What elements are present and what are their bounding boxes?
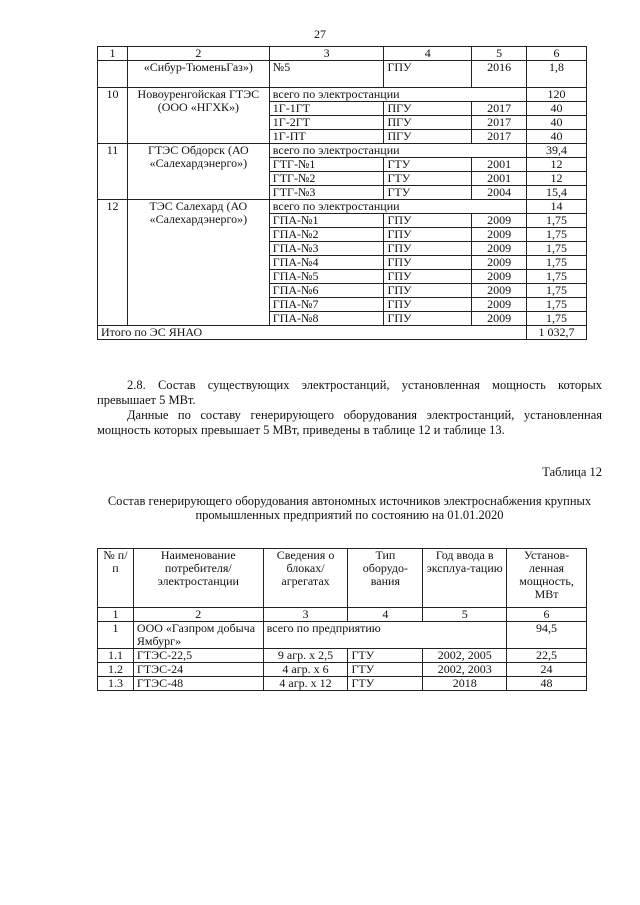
- table-header-row: [98, 47, 587, 61]
- equipment-type: ПГУ: [384, 130, 472, 144]
- power-plants-table: [97, 46, 587, 340]
- commission-year: 2016: [472, 61, 527, 88]
- capacity: 40: [527, 102, 587, 116]
- commission-year: 2009: [472, 242, 527, 256]
- header-cell: Год ввода в эксплуа-тацию: [423, 549, 507, 608]
- table-row: [98, 622, 587, 649]
- unit-info: 4 агр. х 12: [263, 677, 348, 691]
- header-cell: 2: [127, 47, 269, 61]
- header-cell: 3: [269, 47, 384, 61]
- row-number: 11: [98, 144, 128, 200]
- equipment-type: ГТУ: [348, 677, 423, 691]
- equipment-type: ГПУ: [384, 284, 472, 298]
- unit-name: №5: [269, 61, 384, 88]
- equipment-type: ПГУ: [384, 116, 472, 130]
- unit-name: ГПА-№4: [269, 256, 384, 270]
- unit-name: ГТГ-№2: [269, 172, 384, 186]
- plant-total-label: всего по электростанции: [269, 88, 526, 102]
- unit-info: 9 агр. х 2,5: [263, 649, 348, 663]
- header-cell: № п/п: [98, 549, 134, 608]
- commission-year: 2017: [472, 116, 527, 130]
- unit-name: ГПА-№8: [269, 312, 384, 326]
- unit-name: ГТГ-№1: [269, 158, 384, 172]
- capacity: 1,75: [527, 312, 587, 326]
- capacity: 1,75: [527, 214, 587, 228]
- row-number: [98, 61, 128, 88]
- header-cell: 4: [348, 608, 423, 622]
- equipment-type: ГПУ: [384, 312, 472, 326]
- enterprise-total-label: всего по предприятию: [263, 622, 506, 649]
- table-row: [98, 663, 587, 677]
- capacity: 22,5: [507, 649, 587, 663]
- plant-name: ТЭС Салехард (АО «Салехардэнерго»): [127, 200, 269, 326]
- unit-name: 1Г-2ГТ: [269, 116, 384, 130]
- plant-name: ГТЭС Обдорск (АО «Салехардэнерго»): [127, 144, 269, 200]
- unit-name: ГПА-№1: [269, 214, 384, 228]
- capacity: 48: [507, 677, 587, 691]
- capacity: 1,75: [527, 228, 587, 242]
- plant-name: «Сибур-ТюменьГаз»): [127, 61, 269, 88]
- consumer-name: ГТЭС-22,5: [133, 649, 263, 663]
- commission-year: 2009: [472, 270, 527, 284]
- header-cell: 5: [472, 47, 527, 61]
- commission-year: 2017: [472, 102, 527, 116]
- equipment-type: ГПУ: [384, 214, 472, 228]
- row-number: 1: [98, 622, 134, 649]
- table-row: [98, 144, 587, 158]
- paragraph-2-8: 2.8. Состав существующих электростанций, установленная мощность которых превышает 5 МВт.: [97, 378, 602, 407]
- header-cell: Установ-ленная мощность, МВт: [507, 549, 587, 608]
- header-cell: 1: [98, 608, 134, 622]
- header-cell: 6: [527, 47, 587, 61]
- capacity: 1,75: [527, 298, 587, 312]
- plant-total-label: всего по электростанции: [269, 144, 526, 158]
- unit-name: ГПА-№6: [269, 284, 384, 298]
- capacity: 15,4: [527, 186, 587, 200]
- page-number: 27: [314, 27, 326, 41]
- unit-name: ГПА-№2: [269, 228, 384, 242]
- plant-total-label: всего по электростанции: [269, 200, 526, 214]
- commission-year: 2004: [472, 186, 527, 200]
- capacity: 1,75: [527, 242, 587, 256]
- equipment-type: ГПУ: [384, 270, 472, 284]
- equipment-type: ГПУ: [384, 256, 472, 270]
- unit-name: 1Г-ПТ: [269, 130, 384, 144]
- table-label: Таблица 12: [542, 465, 602, 479]
- unit-name: ГПА-№7: [269, 298, 384, 312]
- capacity: 24: [507, 663, 587, 677]
- row-number: 12: [98, 200, 128, 326]
- capacity: 1,75: [527, 284, 587, 298]
- table-row: [98, 200, 587, 214]
- total-label: Итого по ЭС ЯНАО: [98, 326, 527, 340]
- equipment-type: ГТУ: [384, 186, 472, 200]
- table-row: [98, 61, 587, 88]
- capacity: 1,75: [527, 270, 587, 284]
- equipment-type: ГТУ: [348, 663, 423, 677]
- plant-name: Новоуренгойская ГТЭС (ООО «НГХК»): [127, 88, 269, 144]
- commission-year: 2002, 2005: [423, 649, 507, 663]
- equipment-type: ГПУ: [384, 61, 472, 88]
- capacity: 94,5: [507, 622, 587, 649]
- capacity: 14: [527, 200, 587, 214]
- table-header-row: [98, 549, 587, 608]
- capacity: 40: [527, 116, 587, 130]
- table-number-row: [98, 608, 587, 622]
- paragraph-data: Данные по составу генерирующего оборудования электростанций, установленная мощность которых превышает 5 МВт, приведены в таблице 12 и таблице 13.: [97, 408, 602, 437]
- header-cell: 6: [507, 608, 587, 622]
- table-row: [98, 649, 587, 663]
- commission-year: 2009: [472, 298, 527, 312]
- capacity: 120: [527, 88, 587, 102]
- commission-year: 2001: [472, 158, 527, 172]
- commission-year: 2002, 2003: [423, 663, 507, 677]
- capacity: 39,4: [527, 144, 587, 158]
- unit-name: 1Г-1ГТ: [269, 102, 384, 116]
- capacity: 1,8: [527, 61, 587, 88]
- row-number: 1.3: [98, 677, 134, 691]
- equipment-type: ГТУ: [384, 158, 472, 172]
- table-caption: Состав генерирующего оборудования автономных источников электроснабжения крупных промышленных предприятий по состоянию на 01.01.2020: [107, 494, 592, 522]
- capacity: 12: [527, 158, 587, 172]
- commission-year: 2009: [472, 284, 527, 298]
- commission-year: 2017: [472, 130, 527, 144]
- equipment-type: ГПУ: [384, 242, 472, 256]
- row-number: 10: [98, 88, 128, 144]
- generating-equipment-table: [97, 548, 587, 691]
- header-cell: Тип оборудо-вания: [348, 549, 423, 608]
- commission-year: 2018: [423, 677, 507, 691]
- row-number: 1.1: [98, 649, 134, 663]
- commission-year: 2001: [472, 172, 527, 186]
- header-cell: Сведения о блоках/ агрегатах: [263, 549, 348, 608]
- header-cell: 1: [98, 47, 128, 61]
- unit-name: ГТГ-№3: [269, 186, 384, 200]
- commission-year: 2009: [472, 312, 527, 326]
- unit-name: ГПА-№3: [269, 242, 384, 256]
- equipment-type: ГПУ: [384, 298, 472, 312]
- table-row: [98, 677, 587, 691]
- total-row: [98, 326, 587, 340]
- commission-year: 2009: [472, 228, 527, 242]
- total-value: 1 032,7: [527, 326, 587, 340]
- consumer-name: ООО «Газпром добыча Ямбург»: [133, 622, 263, 649]
- header-cell: 4: [384, 47, 472, 61]
- table-row: [98, 88, 587, 102]
- commission-year: 2009: [472, 256, 527, 270]
- header-cell: Наименование потребителя/ электростанции: [133, 549, 263, 608]
- equipment-type: ГПУ: [384, 228, 472, 242]
- row-number: 1.2: [98, 663, 134, 677]
- unit-name: ГПА-№5: [269, 270, 384, 284]
- consumer-name: ГТЭС-48: [133, 677, 263, 691]
- unit-info: 4 агр. х 6: [263, 663, 348, 677]
- equipment-type: ГТУ: [384, 172, 472, 186]
- equipment-type: ГТУ: [348, 649, 423, 663]
- header-cell: 2: [133, 608, 263, 622]
- capacity: 12: [527, 172, 587, 186]
- header-cell: 3: [263, 608, 348, 622]
- equipment-type: ПГУ: [384, 102, 472, 116]
- capacity: 40: [527, 130, 587, 144]
- capacity: 1,75: [527, 256, 587, 270]
- consumer-name: ГТЭС-24: [133, 663, 263, 677]
- commission-year: 2009: [472, 214, 527, 228]
- header-cell: 5: [423, 608, 507, 622]
